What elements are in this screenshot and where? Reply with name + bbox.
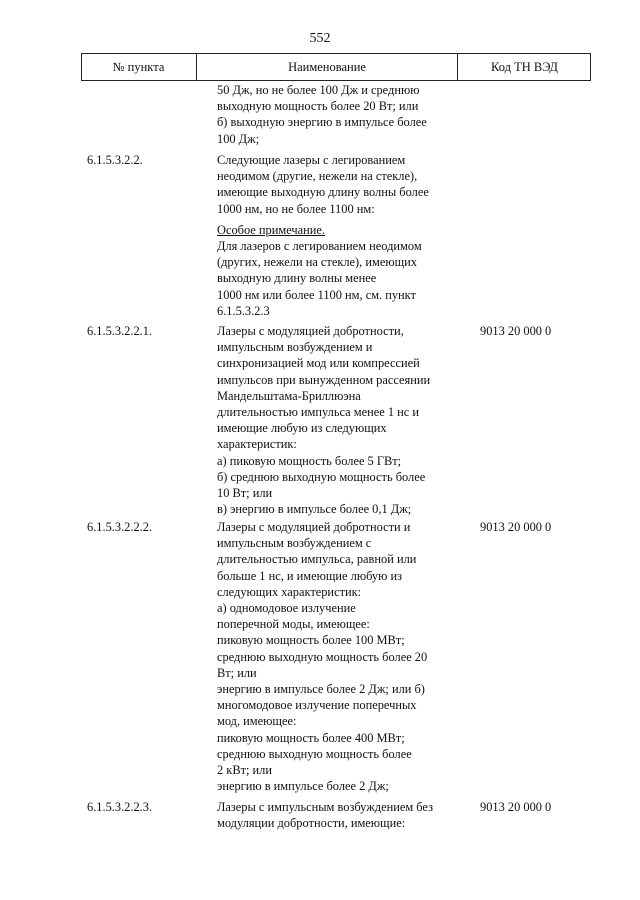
row-tnved-code: 9013 20 000 0 xyxy=(480,520,552,534)
row-tnved-code: 9013 20 000 0 xyxy=(480,324,552,338)
row-item-number: 6.1.5.3.2.2.1. xyxy=(87,324,153,338)
row-description: Лазеры с модуляцией добротности и импульсным возбуждением с длительностью импульса, равной или больше 1 нс, и имеющие любую из следующих характеристик: а) одномодовое излучение поперечной моды, имеющее: пиковую мощность более 100 МВт; среднюю выходную мощность более 20 Вт; или энергию в импульсе более 2 Дж; или б) многомодовое излучение поперечных мод, имеющее: пиковую мощность более 400 МВт; среднюю выходную мощность более 2 кВт; или энергию в импульсе более 2 Дж; xyxy=(217,520,428,794)
special-note-title: Особое примечание. xyxy=(217,223,325,237)
header-tnved-code: Код ТН ВЭД xyxy=(457,54,591,80)
row-tnved-code: 9013 20 000 0 xyxy=(480,800,552,814)
row-item-number: 6.1.5.3.2.2.3. xyxy=(87,800,153,814)
row-item-number: 6.1.5.3.2.2. xyxy=(87,153,143,167)
table-header xyxy=(81,53,591,81)
row-item-number: 6.1.5.3.2.2.2. xyxy=(87,520,153,534)
special-note-text: Для лазеров с легированием неодимом (других, нежели на стекле), имеющих выходную длину волны менее 1000 нм или более 1100 нм, см. пункт 6.1.5.3.2.3 xyxy=(217,239,422,318)
header-item-number: № пункта xyxy=(112,60,165,74)
page-number: 552 xyxy=(309,31,331,46)
row-description: Лазеры с импульсным возбуждением без модуляции добротности, имеющие: xyxy=(217,800,433,831)
row-description: Следующие лазеры с легированием неодимом (другие, нежели на стекле), имеющие выходную длину волны более 1000 нм, но не более 1100 нм: xyxy=(217,153,429,216)
row-description: Лазеры с модуляцией добротности, импульсным возбуждением и синхронизацией мод или компрессией импульсов при вынужденном рассеянии Мандельштама-Бриллюэна длительностью импульса менее 1 нс и имеющие любую из следующих характеристик: а) пиковую мощность более 5 ГВт; б) среднюю выходную мощность более 10 Вт; или в) энергию в импульсе более 0,1 Дж; xyxy=(217,324,431,517)
row-description: 50 Дж, но не более 100 Дж и среднюю выходную мощность более 20 Вт; или б) выходную энергию в импульсе более 100 Дж; xyxy=(217,83,427,146)
header-name: Наименование xyxy=(196,54,457,80)
